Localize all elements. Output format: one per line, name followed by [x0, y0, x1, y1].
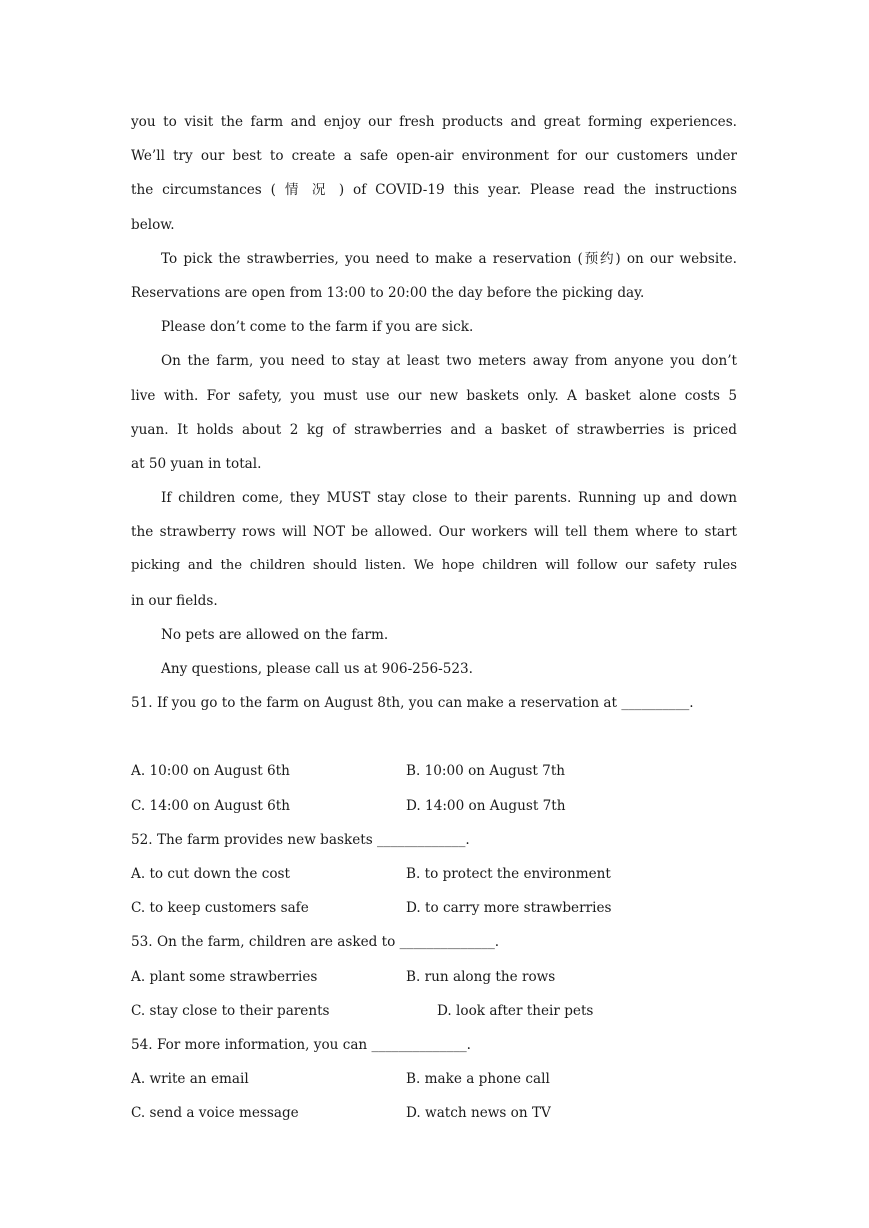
option-a: A. write an email	[131, 1071, 249, 1088]
passage-line: you to visit the farm and enjoy our fresh products and great forming experiences.	[131, 114, 737, 130]
option-b: B. run along the rows	[406, 968, 556, 985]
option-d: D. look after their pets	[437, 1002, 594, 1019]
question-54-stem: 54. For more information, you can ______________.	[131, 1036, 471, 1053]
passage-line: in our fields.	[131, 592, 218, 609]
question-52-stem: 52. The farm provides new baskets _____________.	[131, 831, 470, 848]
passage-line: Reservations are open from 13:00 to 20:00 the day before the picking day.	[131, 284, 645, 301]
passage-line: To pick the strawberries, you need to make a reservation (预约) on our website.	[161, 250, 737, 267]
document-body	[131, 108, 737, 1133]
question-51-options-row	[131, 757, 737, 791]
passage-line: the strawberry rows will NOT be allowed. Our workers will tell them where to start	[131, 524, 737, 541]
option-a: A. to cut down the cost	[131, 865, 290, 882]
passage-line: below.	[131, 216, 175, 233]
option-a: A. 10:00 on August 6th	[131, 763, 290, 780]
passage-line: yuan. It holds about 2 kg of strawberries and a basket of strawberries is priced	[131, 421, 737, 438]
passage-line: Any questions, please call us at 906-256-523.	[161, 661, 473, 677]
spacer	[131, 723, 737, 757]
option-c: C. stay close to their parents	[131, 1002, 330, 1019]
passage-line: We’ll try our best to create a safe open-air environment for our customers under	[131, 148, 737, 165]
question-53-options-row	[131, 963, 737, 997]
question-53-stem: 53. On the farm, children are asked to ______________.	[131, 934, 500, 951]
passage-line: the circumstances ( 情 况 ) of COVID-19 this year. Please read the instructions	[131, 182, 737, 199]
option-d: D. 14:00 on August 7th	[406, 797, 566, 814]
question-51-options-row	[131, 792, 737, 826]
passage-line: picking and the children should listen. We hope children will follow our safety rules	[131, 558, 737, 574]
option-d: D. to carry more strawberries	[406, 900, 612, 917]
option-a: A. plant some strawberries	[131, 968, 318, 985]
passage-line: at 50 yuan in total.	[131, 455, 262, 472]
option-d: D. watch news on TV	[406, 1105, 551, 1122]
question-52-options-row	[131, 894, 737, 928]
option-c: C. 14:00 on August 6th	[131, 797, 290, 814]
question-53-options-row	[131, 997, 737, 1031]
question-54-options-row	[131, 1099, 737, 1133]
passage-line: On the farm, you need to stay at least two meters away from anyone you don’t	[161, 353, 737, 370]
option-b: B. to protect the environment	[406, 865, 611, 882]
option-c: C. send a voice message	[131, 1105, 299, 1122]
question-54-options-row	[131, 1065, 737, 1099]
option-c: C. to keep customers safe	[131, 900, 309, 917]
passage-line: Please don’t come to the farm if you are sick.	[161, 319, 474, 336]
passage-line: No pets are allowed on the farm.	[161, 626, 389, 643]
option-b: B. make a phone call	[406, 1071, 550, 1088]
option-b: B. 10:00 on August 7th	[406, 763, 566, 780]
question-52-options-row	[131, 860, 737, 894]
passage-line: live with. For safety, you must use our new baskets only. A basket alone costs 5	[131, 387, 737, 404]
question-51-stem: 51. If you go to the farm on August 8th, you can make a reservation at __________.	[131, 695, 694, 712]
passage-line: If children come, they MUST stay close to their parents. Running up and down	[161, 490, 737, 507]
